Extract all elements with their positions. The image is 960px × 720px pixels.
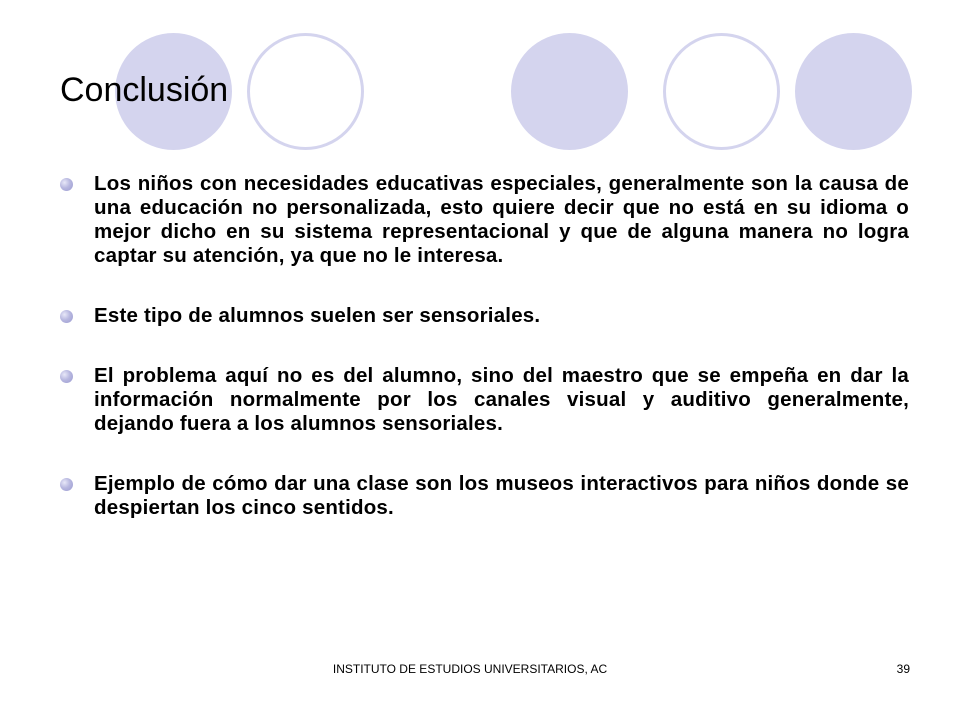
bullet-icon [60,310,73,323]
bullet-text: El problema aquí no es del alumno, sino del maestro que se empeña en dar la información normalmente por los canales visual y auditivo generalmente, dejando fuera a los alumnos sensoriales. [94,364,909,435]
decorative-circle-ring [663,33,780,150]
bullet-icon [60,478,73,491]
slide-title: Conclusión [60,71,229,109]
decorative-circle-ring [247,33,364,150]
page-number: 39 [896,662,910,676]
bullet-item [58,472,909,520]
bullet-list [58,172,909,520]
bullet-icon [60,178,73,191]
bullet-text: Los niños con necesidades educativas especiales, generalmente son la causa de una educación no personalizada, esto quiere decir que no está en su idioma o mejor dicho en su sistema representacional y que de alguna manera no logra captar su atención, ya que no le interesa. [94,172,909,267]
bullet-text: Ejemplo de cómo dar una clase son los museos interactivos para niños donde se despiertan los cinco sentidos. [94,472,909,519]
bullet-text: Este tipo de alumnos suelen ser sensoriales. [94,304,541,327]
bullet-item [58,364,909,436]
decorative-circle-filled [511,33,628,150]
bullet-item [58,304,909,328]
bullet-icon [60,370,73,383]
footer-institution: INSTITUTO DE ESTUDIOS UNIVERSITARIOS, AC [332,662,608,676]
bullet-item [58,172,909,268]
decorative-circle-filled [795,33,912,150]
